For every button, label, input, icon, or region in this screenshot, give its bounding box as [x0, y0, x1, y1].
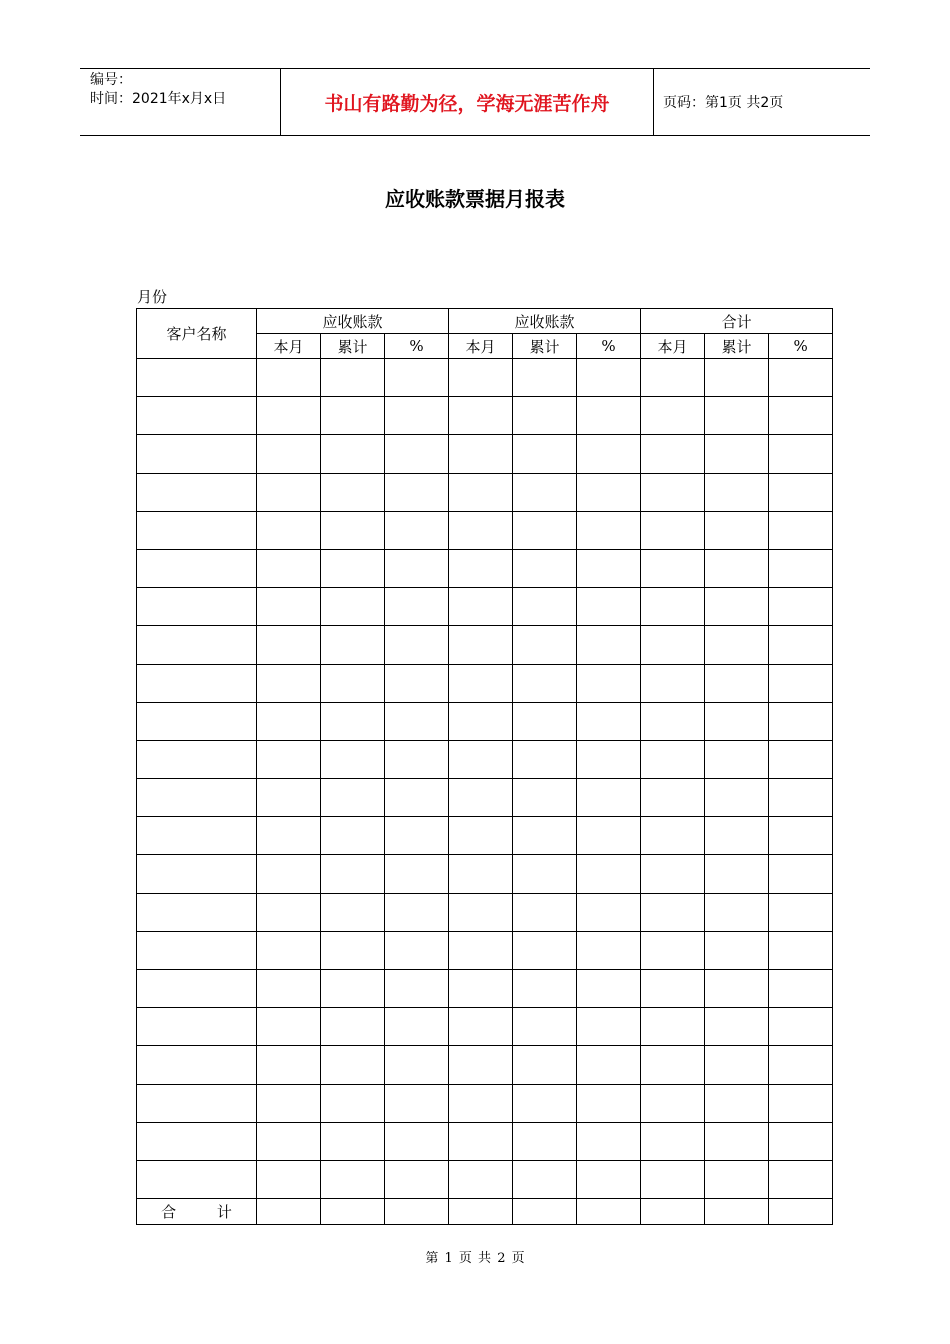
document-title: 应收账款票据月报表	[385, 187, 565, 211]
value-cell	[641, 1046, 705, 1084]
value-cell	[513, 931, 577, 969]
value-cell	[705, 397, 769, 435]
subheader: %	[769, 334, 833, 359]
total-value-cell	[641, 1199, 705, 1225]
customer-name-cell	[137, 893, 257, 931]
value-cell	[577, 779, 641, 817]
table-row	[137, 779, 833, 817]
value-cell	[449, 435, 513, 473]
customer-name-cell	[137, 1160, 257, 1198]
value-cell	[577, 1084, 641, 1122]
subheader: 本月	[449, 334, 513, 359]
value-cell	[321, 970, 385, 1008]
value-cell	[705, 1084, 769, 1122]
value-cell	[769, 817, 833, 855]
value-cell	[769, 473, 833, 511]
value-cell	[385, 1008, 449, 1046]
value-cell	[705, 626, 769, 664]
value-cell	[705, 359, 769, 397]
value-cell	[769, 1046, 833, 1084]
value-cell	[641, 702, 705, 740]
customer-name-cell	[137, 511, 257, 549]
value-cell	[257, 779, 321, 817]
customer-name-cell	[137, 740, 257, 778]
value-cell	[769, 855, 833, 893]
total-value-cell	[513, 1199, 577, 1225]
total-value-cell	[257, 1199, 321, 1225]
value-cell	[449, 549, 513, 587]
value-cell	[641, 435, 705, 473]
value-cell	[641, 1008, 705, 1046]
table-row	[137, 970, 833, 1008]
value-cell	[577, 893, 641, 931]
value-cell	[321, 1122, 385, 1160]
value-cell	[705, 893, 769, 931]
table-row	[137, 893, 833, 931]
value-cell	[513, 511, 577, 549]
customer-name-header: 客户名称	[137, 309, 257, 359]
group-header: 合计	[641, 309, 833, 334]
value-cell	[321, 473, 385, 511]
value-cell	[769, 740, 833, 778]
value-cell	[321, 779, 385, 817]
value-cell	[705, 1160, 769, 1198]
value-cell	[769, 626, 833, 664]
total-value-cell	[321, 1199, 385, 1225]
value-cell	[449, 1122, 513, 1160]
value-cell	[577, 740, 641, 778]
value-cell	[577, 931, 641, 969]
subheader: 累计	[705, 334, 769, 359]
value-cell	[385, 626, 449, 664]
value-cell	[449, 511, 513, 549]
value-cell	[321, 855, 385, 893]
value-cell	[257, 588, 321, 626]
table-row	[137, 740, 833, 778]
total-value-cell	[769, 1199, 833, 1225]
value-cell	[577, 397, 641, 435]
value-cell	[321, 588, 385, 626]
customer-name-cell	[137, 1122, 257, 1160]
value-cell	[449, 702, 513, 740]
table-row	[137, 588, 833, 626]
value-cell	[641, 970, 705, 1008]
value-cell	[705, 702, 769, 740]
value-cell	[577, 817, 641, 855]
value-cell	[705, 511, 769, 549]
value-cell	[769, 397, 833, 435]
value-cell	[705, 549, 769, 587]
value-cell	[513, 893, 577, 931]
customer-name-cell	[137, 817, 257, 855]
value-cell	[321, 1160, 385, 1198]
value-cell	[449, 588, 513, 626]
value-cell	[577, 435, 641, 473]
value-cell	[449, 397, 513, 435]
customer-name-cell	[137, 779, 257, 817]
value-cell	[449, 1046, 513, 1084]
customer-name-cell	[137, 626, 257, 664]
value-cell	[513, 1008, 577, 1046]
value-cell	[513, 855, 577, 893]
value-cell	[577, 511, 641, 549]
value-cell	[385, 1084, 449, 1122]
value-cell	[641, 817, 705, 855]
table-row	[137, 1008, 833, 1046]
value-cell	[385, 435, 449, 473]
value-cell	[321, 511, 385, 549]
value-cell	[449, 1160, 513, 1198]
value-cell	[321, 397, 385, 435]
subheader: %	[577, 334, 641, 359]
subheader: %	[385, 334, 449, 359]
value-cell	[705, 435, 769, 473]
value-cell	[321, 1008, 385, 1046]
value-cell	[769, 511, 833, 549]
value-cell	[321, 817, 385, 855]
subheader: 累计	[321, 334, 385, 359]
value-cell	[577, 1046, 641, 1084]
value-cell	[641, 1122, 705, 1160]
value-cell	[641, 359, 705, 397]
value-cell	[641, 397, 705, 435]
customer-name-cell	[137, 931, 257, 969]
group-header: 应收账款	[449, 309, 641, 334]
value-cell	[769, 435, 833, 473]
header-meta	[80, 69, 281, 135]
value-cell	[769, 1008, 833, 1046]
value-cell	[385, 970, 449, 1008]
table-row	[137, 1084, 833, 1122]
table-row	[137, 1160, 833, 1198]
value-cell	[257, 1122, 321, 1160]
value-cell	[705, 779, 769, 817]
value-cell	[577, 359, 641, 397]
value-cell	[257, 1160, 321, 1198]
value-cell	[257, 1084, 321, 1122]
customer-name-cell	[137, 435, 257, 473]
customer-name-cell	[137, 664, 257, 702]
value-cell	[385, 1122, 449, 1160]
value-cell	[705, 740, 769, 778]
value-cell	[321, 1084, 385, 1122]
value-cell	[769, 931, 833, 969]
value-cell	[705, 931, 769, 969]
value-cell	[705, 664, 769, 702]
value-cell	[385, 931, 449, 969]
value-cell	[257, 664, 321, 702]
customer-name-cell	[137, 588, 257, 626]
value-cell	[769, 970, 833, 1008]
value-cell	[705, 817, 769, 855]
customer-name-cell	[137, 1008, 257, 1046]
value-cell	[257, 702, 321, 740]
group-header: 应收账款	[257, 309, 449, 334]
value-cell	[385, 893, 449, 931]
page-header	[80, 68, 870, 136]
value-cell	[449, 740, 513, 778]
total-value-cell	[449, 1199, 513, 1225]
value-cell	[513, 740, 577, 778]
value-cell	[513, 397, 577, 435]
value-cell	[257, 740, 321, 778]
total-value-cell	[385, 1199, 449, 1225]
value-cell	[769, 549, 833, 587]
total-label: 合 计	[137, 1199, 257, 1225]
customer-name-cell	[137, 702, 257, 740]
table-row	[137, 473, 833, 511]
value-cell	[513, 664, 577, 702]
customer-name-cell	[137, 1046, 257, 1084]
value-cell	[449, 1008, 513, 1046]
value-cell	[321, 664, 385, 702]
value-cell	[257, 626, 321, 664]
value-cell	[257, 435, 321, 473]
table-row	[137, 1046, 833, 1084]
value-cell	[513, 702, 577, 740]
value-cell	[705, 970, 769, 1008]
month-label: 月份	[137, 288, 168, 306]
value-cell	[385, 549, 449, 587]
report-table	[136, 308, 833, 1225]
value-cell	[705, 855, 769, 893]
subheader: 累计	[513, 334, 577, 359]
value-cell	[385, 779, 449, 817]
value-cell	[385, 702, 449, 740]
subheader: 本月	[257, 334, 321, 359]
page-footer: 第 1 页 共 2 页	[425, 1251, 525, 1266]
value-cell	[769, 1122, 833, 1160]
total-value-cell	[577, 1199, 641, 1225]
value-cell	[513, 626, 577, 664]
value-cell	[257, 549, 321, 587]
value-cell	[385, 1160, 449, 1198]
value-cell	[641, 779, 705, 817]
value-cell	[385, 817, 449, 855]
customer-name-cell	[137, 970, 257, 1008]
value-cell	[449, 664, 513, 702]
value-cell	[321, 435, 385, 473]
value-cell	[641, 588, 705, 626]
value-cell	[257, 817, 321, 855]
subheader: 本月	[641, 334, 705, 359]
value-cell	[705, 473, 769, 511]
value-cell	[513, 779, 577, 817]
value-cell	[705, 588, 769, 626]
table-row	[137, 626, 833, 664]
value-cell	[577, 549, 641, 587]
value-cell	[577, 1008, 641, 1046]
value-cell	[257, 511, 321, 549]
table-row	[137, 817, 833, 855]
value-cell	[321, 549, 385, 587]
value-cell	[385, 740, 449, 778]
value-cell	[257, 855, 321, 893]
value-cell	[513, 1046, 577, 1084]
value-cell	[385, 664, 449, 702]
value-cell	[385, 397, 449, 435]
customer-name-cell	[137, 359, 257, 397]
value-cell	[577, 664, 641, 702]
value-cell	[641, 855, 705, 893]
total-value-cell	[705, 1199, 769, 1225]
value-cell	[641, 1160, 705, 1198]
value-cell	[385, 473, 449, 511]
header-row-groups	[137, 309, 833, 334]
table-row	[137, 397, 833, 435]
customer-name-cell	[137, 473, 257, 511]
value-cell	[449, 626, 513, 664]
value-cell	[321, 740, 385, 778]
value-cell	[769, 1084, 833, 1122]
value-cell	[449, 817, 513, 855]
table-row	[137, 359, 833, 397]
value-cell	[641, 664, 705, 702]
value-cell	[449, 779, 513, 817]
value-cell	[449, 359, 513, 397]
value-cell	[577, 1122, 641, 1160]
value-cell	[257, 1046, 321, 1084]
value-cell	[449, 1084, 513, 1122]
customer-name-cell	[137, 855, 257, 893]
value-cell	[641, 740, 705, 778]
value-cell	[577, 588, 641, 626]
value-cell	[577, 702, 641, 740]
value-cell	[449, 970, 513, 1008]
table-row	[137, 511, 833, 549]
value-cell	[641, 511, 705, 549]
value-cell	[513, 359, 577, 397]
value-cell	[641, 931, 705, 969]
value-cell	[641, 549, 705, 587]
value-cell	[321, 626, 385, 664]
value-cell	[257, 473, 321, 511]
table-row	[137, 855, 833, 893]
header-page-info: 页码：第1页 共2页	[663, 95, 784, 111]
value-cell	[705, 1008, 769, 1046]
value-cell	[641, 1084, 705, 1122]
value-cell	[385, 588, 449, 626]
table-row	[137, 931, 833, 969]
value-cell	[513, 549, 577, 587]
value-cell	[257, 359, 321, 397]
table-row	[137, 702, 833, 740]
value-cell	[769, 779, 833, 817]
value-cell	[321, 893, 385, 931]
value-cell	[577, 970, 641, 1008]
value-cell	[449, 473, 513, 511]
value-cell	[257, 397, 321, 435]
value-cell	[449, 931, 513, 969]
value-cell	[513, 435, 577, 473]
value-cell	[769, 893, 833, 931]
value-cell	[769, 588, 833, 626]
table-row	[137, 435, 833, 473]
value-cell	[321, 1046, 385, 1084]
value-cell	[641, 626, 705, 664]
value-cell	[513, 970, 577, 1008]
total-row	[137, 1199, 833, 1225]
value-cell	[321, 702, 385, 740]
value-cell	[257, 970, 321, 1008]
value-cell	[705, 1122, 769, 1160]
value-cell	[257, 931, 321, 969]
table-row	[137, 549, 833, 587]
value-cell	[385, 1046, 449, 1084]
value-cell	[385, 855, 449, 893]
value-cell	[769, 664, 833, 702]
value-cell	[577, 1160, 641, 1198]
value-cell	[385, 359, 449, 397]
value-cell	[769, 702, 833, 740]
value-cell	[513, 1122, 577, 1160]
value-cell	[705, 1046, 769, 1084]
customer-name-cell	[137, 1084, 257, 1122]
value-cell	[257, 893, 321, 931]
table-row	[137, 1122, 833, 1160]
value-cell	[257, 1008, 321, 1046]
value-cell	[449, 855, 513, 893]
value-cell	[513, 817, 577, 855]
time-label: 时间：2021年x月x日	[90, 91, 227, 107]
value-cell	[769, 359, 833, 397]
value-cell	[577, 626, 641, 664]
customer-name-cell	[137, 397, 257, 435]
table-row	[137, 664, 833, 702]
value-cell	[641, 473, 705, 511]
value-cell	[513, 1160, 577, 1198]
value-cell	[513, 588, 577, 626]
value-cell	[577, 473, 641, 511]
value-cell	[769, 1160, 833, 1198]
value-cell	[321, 359, 385, 397]
value-cell	[513, 473, 577, 511]
value-cell	[577, 855, 641, 893]
number-label: 编号：	[90, 72, 132, 88]
value-cell	[321, 931, 385, 969]
customer-name-cell	[137, 549, 257, 587]
value-cell	[385, 511, 449, 549]
value-cell	[449, 893, 513, 931]
value-cell	[641, 893, 705, 931]
header-motto: 书山有路勤为径，学海无涯苦作舟	[281, 69, 654, 135]
value-cell	[513, 1084, 577, 1122]
